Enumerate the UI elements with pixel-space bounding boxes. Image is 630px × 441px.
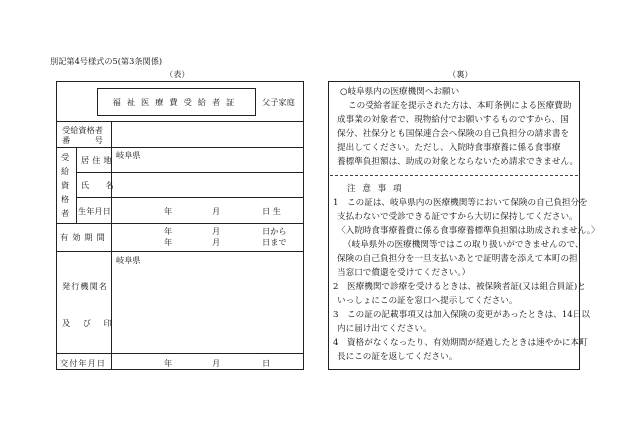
recipient-number-label-line1: 受給資格者 bbox=[62, 125, 103, 135]
back-side-label: （裏） bbox=[448, 69, 473, 79]
qualifier-char: 資 bbox=[61, 180, 70, 190]
issuer-label: 発行機関名 bbox=[62, 281, 108, 291]
valid-to-month: 月 bbox=[212, 237, 221, 247]
request-line: 養標準負担額は、助成の対象とならないため請求できません。 bbox=[337, 157, 579, 167]
note-line: 保険の自己負担分を一旦支払いあとで証明書を添えて本町の担 bbox=[337, 254, 578, 264]
valid-from-month: 月 bbox=[212, 226, 221, 236]
row-divider bbox=[56, 353, 304, 354]
issue-date-label: 交付年月日 bbox=[60, 358, 106, 368]
family-category: 父子家庭 bbox=[262, 97, 295, 107]
row-divider bbox=[56, 223, 304, 224]
valid-from-year: 年 bbox=[164, 226, 173, 236]
note-line: 2 医療機関で診療を受けるときは、被保険者証(又は組合員証)と bbox=[333, 282, 586, 292]
dashed-divider bbox=[330, 175, 578, 176]
issuer-value: 岐阜県 bbox=[116, 255, 141, 265]
issue-month-unit: 月 bbox=[212, 358, 221, 368]
valid-from-day: 日から bbox=[262, 226, 287, 236]
qualifier-char: 格 bbox=[61, 194, 70, 204]
birth-date-label: 生年月日 bbox=[78, 206, 111, 216]
note-line: 長にこの証を返してください。 bbox=[337, 352, 458, 362]
note-line: （岐阜県外の医療機関等ではこの取り扱いができませんので、 bbox=[343, 240, 584, 250]
front-side-label: （表） bbox=[165, 69, 190, 79]
request-line: この受給者証を提示された方は、本町条例による医療費助 bbox=[348, 101, 572, 111]
row-divider bbox=[56, 121, 304, 122]
valid-period-label: 有効期間 bbox=[60, 232, 109, 242]
note-line: 3 この証の記載事項又は加入保険の変更があったときは、14日以 bbox=[333, 310, 590, 320]
address-label: 居住地 bbox=[81, 155, 115, 165]
address-value: 岐阜県 bbox=[116, 150, 141, 160]
form-reference: 別記第4号様式の5(第3条関係) bbox=[50, 56, 163, 66]
valid-to-day: 日まで bbox=[262, 237, 287, 247]
request-line: 提出してください。ただし、入院時食事療養に係る食事療 bbox=[337, 143, 561, 153]
issue-year-unit: 年 bbox=[164, 358, 173, 368]
row-divider bbox=[56, 251, 304, 252]
notes-title: 注 意 事 項 bbox=[347, 184, 404, 194]
birth-month-unit: 月 bbox=[212, 206, 221, 216]
note-line: 内に届け出てください。 bbox=[337, 324, 432, 334]
note-line: いっしょにこの証を窓口へ提示してください。 bbox=[337, 296, 518, 306]
recipient-number-label-line2: 番 号 bbox=[62, 135, 103, 145]
note-line: 当窓口で償還を受けてください。） bbox=[337, 268, 471, 278]
request-line: 保分、社保分とも国保連合会へ保険の自己負担分の請求書を bbox=[337, 129, 570, 139]
birth-year-unit: 年 bbox=[164, 206, 173, 216]
seal-label: 及 び 印 bbox=[62, 318, 117, 328]
row-divider bbox=[56, 147, 304, 148]
name-label: 氏 名 bbox=[81, 180, 118, 190]
valid-to-year: 年 bbox=[164, 237, 173, 247]
note-line: 4 資格がなくなったり、有効期間が経過したときは速やかに本町 bbox=[333, 338, 588, 348]
col-divider bbox=[76, 147, 77, 223]
back-heading: ○岐阜県内の医療機関へお願い bbox=[340, 87, 460, 97]
birth-day-unit: 日 生 bbox=[262, 206, 281, 216]
note-line: 支払わないで受診できる証ですから大切に保持してください。 bbox=[337, 212, 578, 222]
note-line: 〈入院時食事療養費に係る食事療養標準負担額は助成されません。〉 bbox=[337, 226, 600, 236]
qualifier-char: 給 bbox=[61, 166, 70, 176]
card-title: 福祉医療費受給者証 bbox=[112, 97, 241, 107]
request-line: 成事業の対象者で、現物給付でお願いするものですから、国 bbox=[337, 115, 569, 125]
qualifier-char: 受 bbox=[61, 152, 70, 162]
note-line: 1 この証は、岐阜県内の医療機関等において保険の自己負担分を bbox=[333, 198, 588, 208]
qualifier-char: 者 bbox=[61, 208, 70, 218]
issue-day-unit: 日 bbox=[262, 358, 271, 368]
